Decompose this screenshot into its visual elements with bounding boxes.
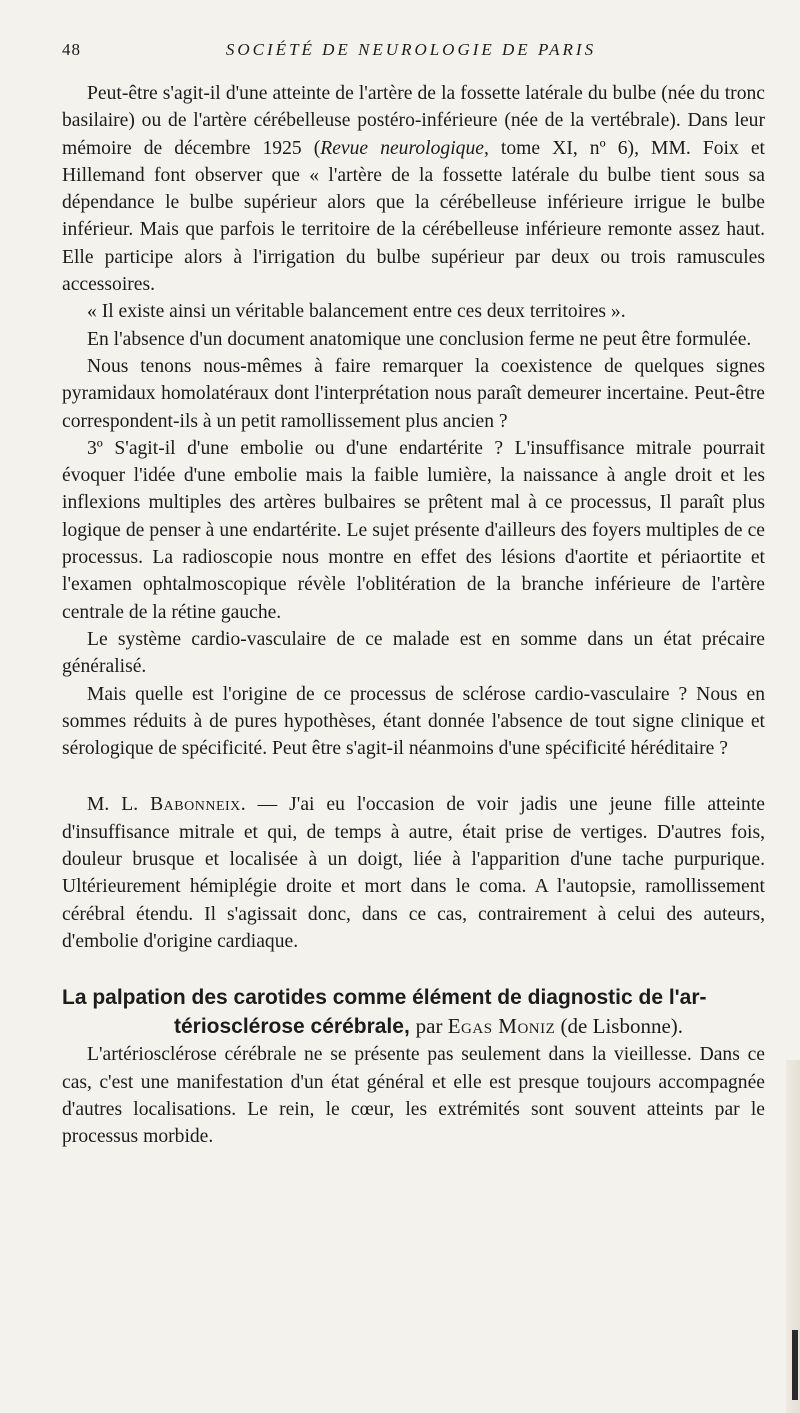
paragraph: En l'absence d'un document anatomique une conclusion ferme ne peut être formulée.	[87, 328, 752, 350]
paragraph: Nous tenons nous-mêmes à faire remarquer la coexistence de quelques signes pyramidaux homolatéraux dont l'interprétation nous paraît demeurer incertaine. Peut-être correspondent-ils à un petit ramollissement plus ancien ?	[62, 355, 765, 432]
paragraph: Peut-être s'agit-il d'une atteinte de l'artère de la fossette latérale du bulbe (née du tronc basilaire) ou de l'artère cérébelleuse postéro-inférieure (née de la vertébrale). Dans leur mémoire de décembre 1925 (Revue neurologique, tome XI, nº 6), MM. Foix et Hillemand font observer que « l'artère de la fossette latérale du bulbe tient sous sa dépendance le bulbe supérieur alors que la cérébelleuse inférieure irrigue le bulbe inférieur. Mais que parfois le territoire de la cérébelleuse inférieure remonte assez haut. Elle participe alors à l'irrigation du bulbe supérieur par deux ou trois ramuscules accessoires.	[62, 83, 765, 296]
discussant-initial: M. L.	[87, 794, 139, 816]
page-header	[62, 40, 760, 68]
page-number: 48	[62, 40, 81, 59]
paragraph: 3º S'agit-il d'une embolie ou d'une endartérite ? L'insuffisance mitrale pourrait évoquer l'idée d'une embolie mais la faible lumière, la naissance à angle droit et les inflexions multiples des artères bulbaires se prêtent mal à ce processus, Il paraît plus logique de penser à une endartérite. Le sujet présente d'ailleurs des foyers multiples de ce processus. La radioscopie nous montre en effet des lésions d'aortite et périaortite et l'examen ophtalmoscopique révèle l'oblitération de la branche inférieure de l'artère centrale de la rétine gauche.	[62, 437, 765, 623]
author-affiliation: (de Lisbonne).	[560, 1014, 684, 1039]
journal-title: Revue neurologique	[320, 137, 484, 159]
article-body-paragraph: L'artériosclérose cérébrale ne se présente pas seulement dans la vieillesse. Dans ce cas, c'est une manifestation d'un état général et elle est presque toujours accompagnée d'autres localisations. Le rein, le cœur, les extrémités sont souvent atteints par le processus morbide.	[62, 1044, 765, 1148]
paragraph: « Il existe ainsi un véritable balancement entre ces deux territoires ».	[87, 301, 626, 323]
discussant-name: Babonneix	[150, 794, 241, 816]
running-title: SOCIÉTÉ DE NEUROLOGIE DE PARIS	[225, 40, 597, 59]
article-author: Egas Moniz	[447, 1014, 556, 1039]
article-title: La palpation des carotides comme élément de diagnostic de l'ar- tériosclérose cérébrale, par Egas Moniz (de Lisbonne).	[62, 986, 707, 1039]
binding-edge-mark	[792, 1330, 798, 1400]
paragraph: Le système cardio-vasculaire de ce malade est en somme dans un état précaire généralisé.	[62, 628, 765, 678]
paragraph: Mais quelle est l'origine de ce processus de sclérose cardio-vasculaire ? Nous en sommes réduits à de pures hypothèses, étant donnée l'absence de tout signe clinique et sérologique de spécificité. Peut être s'agit-il néanmoins d'une spécificité héréditaire ?	[62, 683, 765, 760]
discussion-paragraph: M. L. Babonneix. — J'ai eu l'occasion de voir jadis une jeune fille atteinte d'insuffisance mitrale et qui, de temps à autre, était prise de vertiges. D'autres fois, douleur brusque et localisée à un doigt, liée à l'apparition d'une tache purpurique. Ultérieurement hémiplégie droite et mort dans le coma. A l'autopsie, ramollissement cérébral étendu. Il s'agissait donc, dans ce cas, contrairement à celui des auteurs, d'embolie d'origine cardiaque.	[62, 794, 765, 952]
page-body	[62, 80, 765, 1150]
